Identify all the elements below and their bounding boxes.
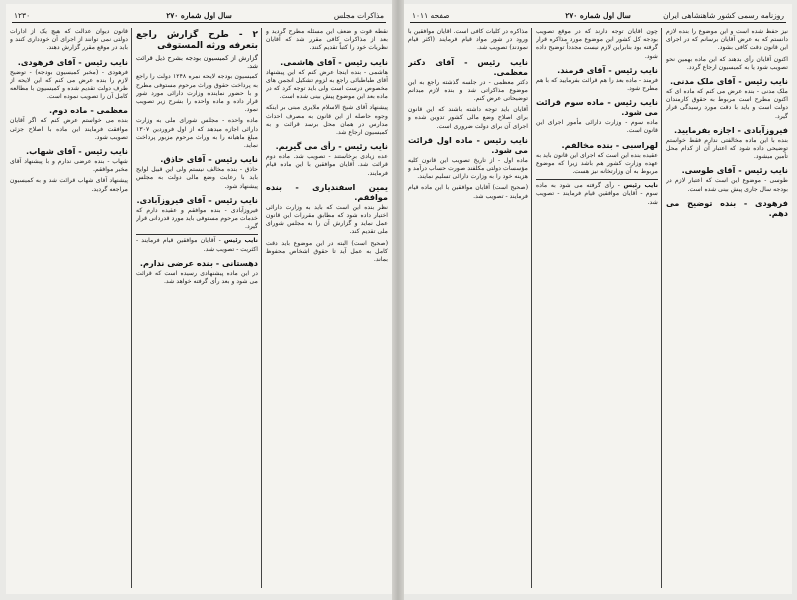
paragraph: بنده با این ماده مخالفتی ندارم فقط خواستم توضیحی داده شود که اعتبار آن از کدام محل تأمین میشود. xyxy=(666,136,788,161)
vote-record: نایب رئیس - آقایان موافقین قیام فرمایند - اکثریت - تصویب شد. xyxy=(136,234,258,253)
paragraph: ماده اول - از تاریخ تصویب این قانون کلیه مؤسسات دولتی مکلفند صورت حساب درآمد و هزینه خود را به وزارت دارائی تسلیم نمایند. xyxy=(408,156,528,181)
speaker-heading: فیروزآبادی - اجازه بفرمایید. xyxy=(674,124,788,135)
paragraph: بنده می خواستم عرض کنم که اگر آقایان موافقت فرمایند این ماده با اصلاح جزئی تصویب شود. xyxy=(10,117,128,141)
vote-text: آقایان موافقین قیام فرمایند - اکثریت - تصویب شد. xyxy=(136,237,258,253)
left-page-header xyxy=(12,10,386,23)
speaker-heading: فرهودی - بنده توضیح می دهم. xyxy=(666,197,788,218)
paragraph: ماده سوم - وزارت دارائی مأمور اجرای این قانون است. xyxy=(536,119,658,135)
left-page xyxy=(6,4,392,594)
paragraph: کمیسیون بودجه لایحه نمره ۱۲۴۸ دولت را راجع به پرداخت حقوق وراث مرحوم مستوفی مطرح و با حضور نماینده وزارت دارائی مورد شور قرار داده و ماده واحده را بشرح زیر تصویب نمود. xyxy=(136,73,258,114)
speaker-heading: نایب رئیس - آقای هاشمی. xyxy=(280,56,388,67)
paragraph: فرمند - ماده بعد را هم قرائت بفرمایید که با هم مطرح شود. xyxy=(536,76,658,93)
vote-label: نایب رئیس xyxy=(623,182,658,190)
speaker-heading: نایب رئیس - آقای دکتر معظمی. xyxy=(408,56,528,77)
paragraph: در این ماده پیشنهادی رسیده است که قرائت می شود و بعد رأی گرفته خواهد شد. xyxy=(136,269,258,286)
left-column-2 xyxy=(136,28,258,588)
right-page xyxy=(404,4,792,594)
right-column-1 xyxy=(666,28,788,588)
speaker-heading: نایب رئیس - ماده اول قرائت می شود. xyxy=(408,134,528,155)
left-column-3 xyxy=(10,28,128,588)
vote-text: رأی گرفته می شود به ماده سوم - آقایان موافقین قیام فرمایند - تصویب شد. xyxy=(536,182,658,206)
paragraph: هاشمی - بنده اینجا عرض کنم که این پیشنهاد آقای طباطبائی راجع به لزوم تشکیل انجمن های مخصوص درست است ولی باید توجه کرد که در ماده بعد این موضوع پیش بینی شده است. xyxy=(266,68,388,101)
paragraph: دکتر معظمی - در جلسه گذشته راجع به این موضوع مذاکراتی شد و بنده لازم میدانم توضیحاتی عرض کنم. xyxy=(408,78,528,103)
paragraph: مذاکره در کلیات کافی است. آقایان موافقین با ورود در شور مواد قیام فرمایند (اکثر قیام نمودند) تصویب شد. xyxy=(408,28,528,52)
speaker-heading: نایب رئیس - آقای ملک مدنی. xyxy=(669,76,788,87)
speaker-heading: نایب رئیس - رأی می گیریم. xyxy=(275,141,388,152)
left-page-title: سال اول شماره ۲۷۰ xyxy=(166,11,232,20)
paragraph: حاذق - بنده مخالف نیستم ولی این قبیل لوایح باید با رعایت وضع مالی دولت به مجلس پیشنهاد شود. xyxy=(136,166,258,190)
paragraph: فرهودی - (مخبر کمیسیون بودجه) - توضیح لازم را بنده عرض می کنم که این لایحه از طرف دولت تقدیم شده و کمیسیون با مطالعه کامل آن را تصویب نموده است. xyxy=(10,68,128,101)
speaker-heading: نایب رئیس - ماده سوم قرائت می شود. xyxy=(536,97,658,118)
speaker-heading: نایب رئیس - آقای فیروزآبادی. xyxy=(136,194,258,205)
vote-label: نایب رئیس xyxy=(223,237,258,245)
speaker-heading: نایب رئیس - آقای فرمند. xyxy=(557,64,658,75)
paragraph: پیشنهاد آقای شیخ الاسلام ملایری مبنی بر اینکه وجوه حاصله از این قانون به مصرف احداث مدارس در همان محل برسد قرائت و به کمیسیون ارجاع شد. xyxy=(266,104,388,137)
paragraph: فیروزآبادی - بنده موافقم و عقیده دارم که خدمات مرحوم مستوفی باید مورد قدردانی قرار گیرد. xyxy=(136,206,258,231)
paragraph: نیز حفظ شده است و این موضوع را بنده لازم دانستم که به عرض آقایان برسانم که در اجرای این قانون دقت کافی بشود. xyxy=(666,28,788,52)
right-page-label: روزنامه رسمی کشور شاهنشاهی ایران xyxy=(663,11,784,20)
paragraph: عقیده بنده این است که اجرای این قانون باید به عهده وزارت کشور هم باشد زیرا که موضوع مربوط به آن وزارتخانه نیز هست. xyxy=(536,151,658,176)
paragraph: عده زیادی برخاستند - تصویب شد. ماده دوم قرائت شد. آقایان موافقین با این ماده قیام فرمایند. xyxy=(266,153,388,177)
right-page-title: سال اول شماره ۲۷۰ xyxy=(565,11,631,20)
right-page-number: صفحه ۱۰۱۱ xyxy=(412,11,450,20)
vote-record: نایب رئیس - رأی گرفته می شود به ماده سوم - آقایان موافقین قیام فرمایند - تصویب شد. xyxy=(536,179,658,207)
speaker-heading: نایب رئیس - آقای حاذق. xyxy=(160,154,258,165)
paragraph: (صحیح است) آقایان موافقین با این ماده قیام فرمایند - تصویب شد. xyxy=(408,184,528,200)
left-page-label: مذاکرات مجلس xyxy=(333,11,384,20)
column-rule xyxy=(131,28,132,588)
paragraph: اکنون آقایان رأی بدهند که این ماده بهمین نحو تصویب شود یا به کمیسیون ارجاع گردد. xyxy=(666,55,788,71)
paragraph: شهاب - بنده عرضی ندارم و با پیشنهاد آقای مخبر موافقم. xyxy=(10,158,128,174)
right-page-header xyxy=(410,10,786,23)
paragraph: نظر بنده این است که باید به وزارت دارائی اختیار داده شود که مطابق مقررات این قانون عمل نماید و گزارش آن را به مجلس شورای ملی تقدیم کند. xyxy=(266,203,388,236)
left-column-1 xyxy=(266,28,388,588)
speaker-heading: نایب رئیس - آقای طوسی. xyxy=(681,165,788,176)
speaker-heading: دهستانی - بنده عرضی ندارم. xyxy=(139,257,258,268)
speaker-heading: لهراسبی - بنده مخالفم. xyxy=(561,139,658,150)
right-column-3 xyxy=(408,28,528,588)
paragraph: ماده واحده - مجلس شورای ملی به وزارت دارائی اجازه میدهد که از اول فروردین ۱۳۰۷ مبلغ ماهیانه را به وراث مرحوم مزبور پرداخت نماید. xyxy=(136,117,258,150)
article-headline: ۲ - طرح گزارش راجع بتعرفه ورثه المستوفی xyxy=(136,30,258,51)
paragraph: قانون دیوان عدالت که هیچ یک از ادارات دولتی نمی توانند از اجرای آن خودداری کنند و باید در موقع مقرر گزارش دهند. xyxy=(10,28,128,52)
column-rule xyxy=(261,28,262,588)
paragraph: نقطه قوت و ضعف این مسئله مطرح گردید و بعد از مذاکرات کافی مقرر شد که آقایان نظریات خود را کتباً تقدیم کنند. xyxy=(266,28,388,52)
left-page-number: ۱۲۳۰ xyxy=(14,11,31,20)
paragraph: ملک مدنی - بنده عرض می کنم که ماده ای که اکنون مطرح است مربوط به حقوق کارمندان دولت است و باید با دقت مورد رسیدگی قرار گیرد. xyxy=(666,88,788,120)
speaker-heading: یمین اسفندیاری - بنده موافقم. xyxy=(266,181,388,202)
speaker-heading: نایب رئیس - آقای شهاب. xyxy=(25,146,128,157)
paragraph: (صحیح است) البته در این موضوع باید دقت کامل به عمل آید تا حقوق اشخاص محفوظ بماند. xyxy=(266,239,388,264)
speaker-heading: معظمی - ماده دوم. xyxy=(49,105,128,116)
column-rule xyxy=(531,28,532,588)
column-rule xyxy=(661,28,662,588)
article-subheading: گزارش از کمیسیون بودجه بشرح ذیل قرائت شد. xyxy=(136,54,258,71)
right-column-2 xyxy=(536,28,658,588)
paragraph: پیشنهاد آقای شهاب قرائت شد و به کمیسیون مراجعه گردید. xyxy=(10,177,128,193)
speaker-heading: نایب رئیس - آقای فرهودی. xyxy=(17,56,128,67)
paragraph: طوسی - موضوع این است که اعتبار لازم در بودجه سال جاری پیش بینی شده است. xyxy=(666,177,788,193)
book-gutter xyxy=(392,0,404,600)
paragraph: آقایان باید توجه داشته باشند که این قانون برای اصلاح وضع مالی کشور تدوین شده و اجرای آن برای دولت ضروری است. xyxy=(408,106,528,130)
paragraph: چون آقایان توجه دارند که در موقع تصویب بودجه کل کشور این موضوع مورد مذاکره قرار گرفته بود بنابراین لازم نیست مجدداً توضیح داده شود. xyxy=(536,28,658,60)
